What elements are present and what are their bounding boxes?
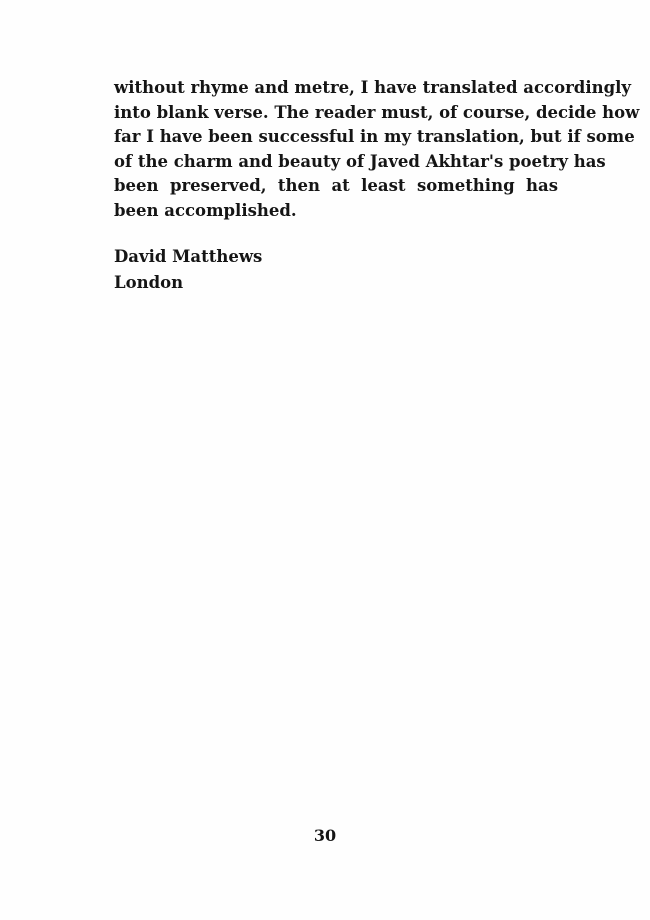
paragraph-line: into blank verse. The reader must, of course, decide how — [114, 102, 640, 122]
paragraph-line: been accomplished. — [114, 200, 297, 220]
paragraph-line: far I have been successful in my translation, but if some — [114, 127, 635, 146]
signature-place: London — [114, 273, 184, 292]
paragraph-line: been preserved, then at least something has — [114, 176, 558, 195]
paragraph-line: of the charm and beauty of Javed Akhtar's poetry has — [114, 151, 606, 171]
page-number: 30 — [313, 826, 337, 845]
paragraph-line: without rhyme and metre, I have translated accordingly — [114, 78, 631, 97]
signature-name: David Matthews — [114, 247, 263, 266]
body-paragraph — [114, 76, 640, 223]
